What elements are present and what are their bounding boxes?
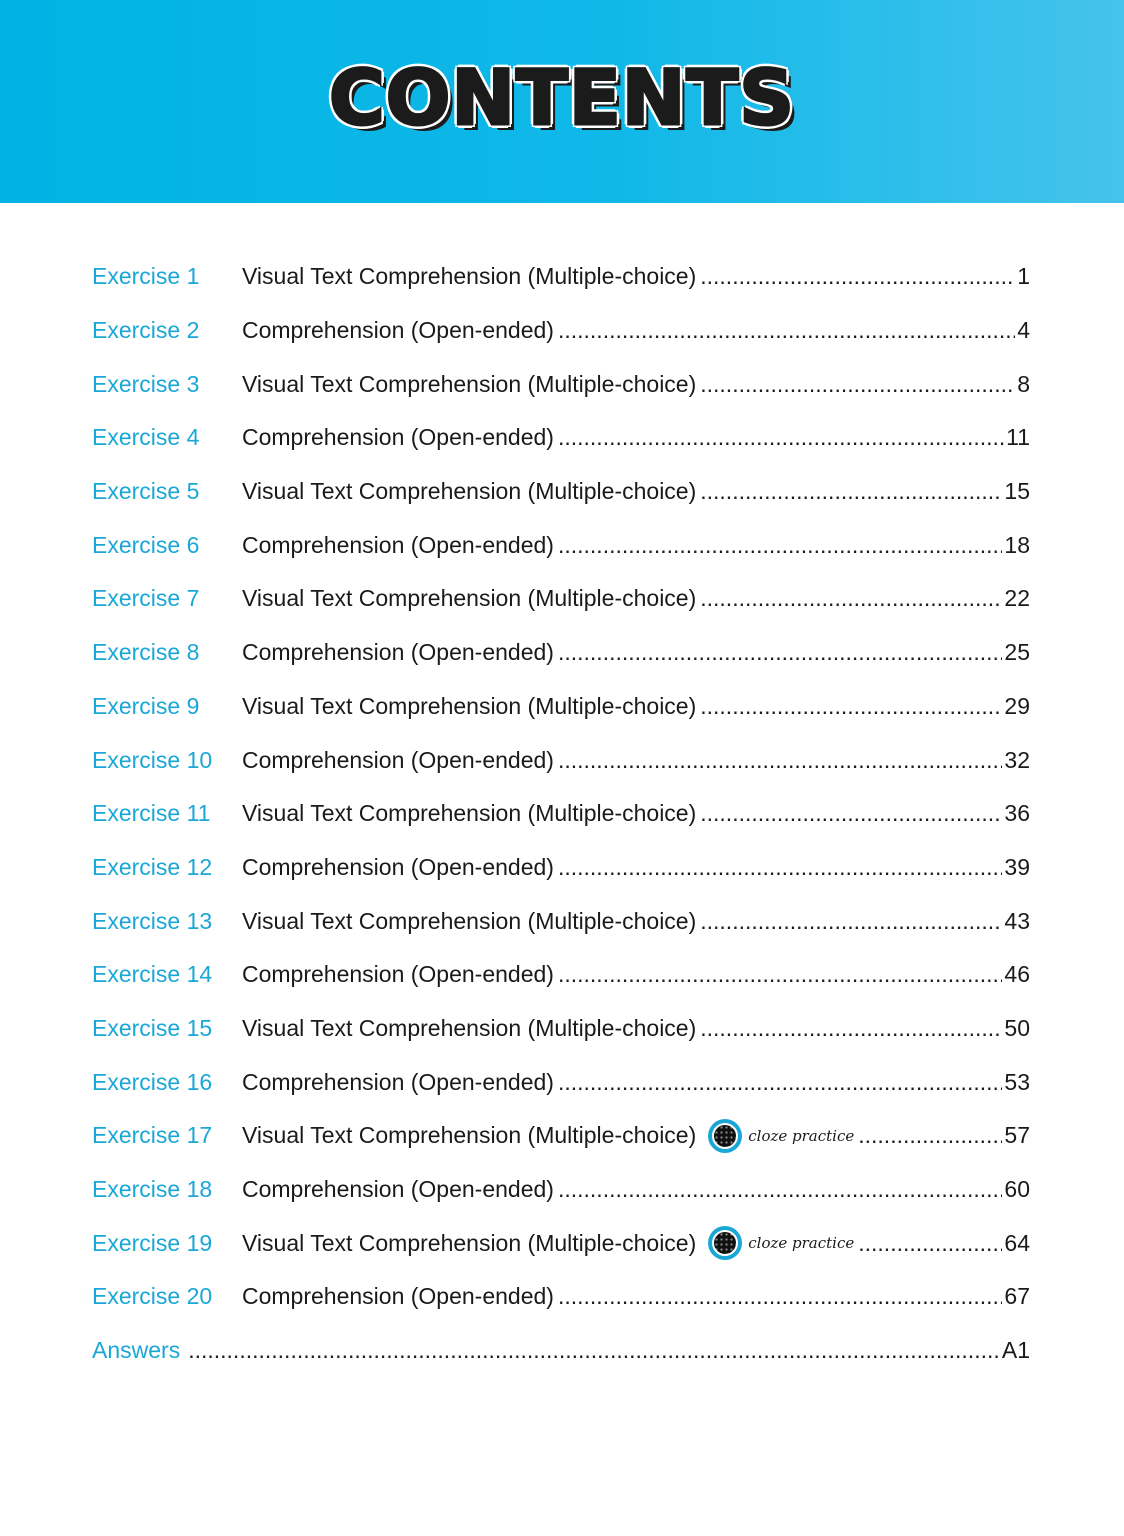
exercise-label: Exercise 4 bbox=[92, 424, 200, 451]
dot-leader bbox=[558, 639, 1002, 666]
dot-leader bbox=[700, 585, 1002, 612]
exercise-title: Comprehension (Open-ended) bbox=[242, 961, 554, 988]
toc-entry-answers[interactable] bbox=[92, 1324, 1030, 1378]
cloze-practice-icon bbox=[708, 1226, 742, 1260]
page-title: CONTENTS bbox=[329, 53, 795, 142]
dot-leader bbox=[700, 800, 1002, 827]
dot-leader bbox=[558, 1176, 1002, 1203]
dot-leader bbox=[558, 1069, 1002, 1096]
page-number: 60 bbox=[1004, 1176, 1030, 1203]
dot-leader bbox=[700, 371, 1015, 398]
exercise-label: Exercise 10 bbox=[92, 746, 213, 773]
exercise-title: Comprehension (Open-ended) bbox=[242, 424, 554, 451]
toc-entry[interactable] bbox=[92, 948, 1030, 1002]
exercise-title: Comprehension (Open-ended) bbox=[242, 853, 554, 880]
exercise-label: Exercise 13 bbox=[92, 907, 213, 934]
exercise-title: Visual Text Comprehension (Multiple-choice) bbox=[242, 1014, 697, 1041]
page-number: 18 bbox=[1004, 531, 1030, 558]
page-number: 36 bbox=[1004, 800, 1030, 827]
page-number: 1 bbox=[1017, 263, 1030, 290]
badge-label: cloze practice bbox=[748, 1234, 855, 1253]
exercise-label: Exercise 8 bbox=[92, 639, 200, 666]
toc-entry[interactable] bbox=[92, 626, 1030, 680]
exercise-title: Visual Text Comprehension (Multiple-choice) bbox=[242, 478, 697, 505]
exercise-title: Visual Text Comprehension (Multiple-choice) bbox=[242, 1122, 697, 1149]
dot-leader bbox=[700, 478, 1002, 505]
exercise-title: Visual Text Comprehension (Multiple-choice) bbox=[242, 907, 697, 934]
toc-entry[interactable] bbox=[92, 1055, 1030, 1109]
cloze-practice-icon bbox=[708, 1119, 742, 1153]
page-number: 50 bbox=[1004, 1014, 1030, 1041]
page-number: 4 bbox=[1017, 317, 1030, 344]
dot-leader bbox=[558, 532, 1002, 559]
toc-entry[interactable] bbox=[92, 411, 1030, 465]
exercise-label: Exercise 5 bbox=[92, 478, 200, 505]
page-number: 57 bbox=[1004, 1122, 1030, 1149]
toc-entry[interactable] bbox=[92, 1109, 1030, 1163]
exercise-title: Comprehension (Open-ended) bbox=[242, 746, 554, 773]
exercise-label: Exercise 3 bbox=[92, 370, 200, 397]
page-number: 43 bbox=[1004, 907, 1030, 934]
exercise-title: Comprehension (Open-ended) bbox=[242, 317, 554, 344]
toc-entry[interactable] bbox=[92, 357, 1030, 411]
exercise-label: Exercise 12 bbox=[92, 853, 213, 880]
page-number: 32 bbox=[1004, 746, 1030, 773]
exercise-label: Exercise 15 bbox=[92, 1014, 213, 1041]
toc-entry[interactable] bbox=[92, 733, 1030, 787]
table-of-contents bbox=[92, 250, 1030, 1377]
dot-leader bbox=[700, 263, 1015, 290]
exercise-title: Comprehension (Open-ended) bbox=[242, 639, 554, 666]
dot-leader bbox=[858, 1122, 1002, 1149]
exercise-label: Exercise 9 bbox=[92, 692, 200, 719]
dot-leader bbox=[858, 1230, 1002, 1257]
exercise-title: Visual Text Comprehension (Multiple-choice) bbox=[242, 692, 697, 719]
toc-entry[interactable] bbox=[92, 1002, 1030, 1056]
dot-leader bbox=[558, 424, 1004, 451]
exercise-title: Visual Text Comprehension (Multiple-choice) bbox=[242, 585, 697, 612]
exercise-label: Exercise 17 bbox=[92, 1122, 213, 1149]
dot-leader bbox=[188, 1337, 1000, 1364]
page-number: 39 bbox=[1004, 853, 1030, 880]
page-number: 29 bbox=[1004, 692, 1030, 719]
dot-leader bbox=[558, 1283, 1002, 1310]
toc-entry[interactable] bbox=[92, 1216, 1030, 1270]
exercise-title: Comprehension (Open-ended) bbox=[242, 531, 554, 558]
dot-leader bbox=[558, 747, 1002, 774]
toc-entry[interactable] bbox=[92, 894, 1030, 948]
dot-leader bbox=[700, 908, 1002, 935]
page-number: 8 bbox=[1017, 370, 1030, 397]
toc-entry[interactable] bbox=[92, 250, 1030, 304]
toc-entry[interactable] bbox=[92, 465, 1030, 519]
exercise-label: Exercise 2 bbox=[92, 317, 200, 344]
dot-leader bbox=[558, 317, 1015, 344]
page-number: 53 bbox=[1004, 1068, 1030, 1095]
exercise-label: Exercise 19 bbox=[92, 1229, 213, 1256]
dot-leader bbox=[700, 1015, 1002, 1042]
dot-leader bbox=[558, 961, 1002, 988]
answers-label: Answers bbox=[92, 1337, 181, 1364]
exercise-label: Exercise 7 bbox=[92, 585, 200, 612]
exercise-title: Visual Text Comprehension (Multiple-choice) bbox=[242, 263, 697, 290]
cloze-practice-badge bbox=[708, 1119, 854, 1153]
toc-entry[interactable] bbox=[92, 304, 1030, 358]
exercise-title: Comprehension (Open-ended) bbox=[242, 1176, 554, 1203]
exercise-label: Exercise 1 bbox=[92, 263, 200, 290]
toc-entry[interactable] bbox=[92, 1270, 1030, 1324]
badge-label: cloze practice bbox=[748, 1126, 855, 1145]
exercise-label: Exercise 16 bbox=[92, 1068, 213, 1095]
exercise-label: Exercise 18 bbox=[92, 1176, 213, 1203]
page-number: 22 bbox=[1004, 585, 1030, 612]
page-number: 46 bbox=[1004, 961, 1030, 988]
page-number: 11 bbox=[1006, 424, 1030, 451]
exercise-label: Exercise 14 bbox=[92, 961, 213, 988]
exercise-title: Visual Text Comprehension (Multiple-choice) bbox=[242, 800, 697, 827]
toc-entry[interactable] bbox=[92, 1163, 1030, 1217]
toc-entry[interactable] bbox=[92, 518, 1030, 572]
toc-entry[interactable] bbox=[92, 841, 1030, 895]
page-number: 64 bbox=[1004, 1229, 1030, 1256]
exercise-label: Exercise 20 bbox=[92, 1283, 213, 1310]
toc-entry[interactable] bbox=[92, 680, 1030, 734]
exercise-title: Visual Text Comprehension (Multiple-choice) bbox=[242, 1229, 697, 1256]
exercise-label: Exercise 6 bbox=[92, 531, 200, 558]
dot-leader bbox=[700, 693, 1002, 720]
exercise-title: Comprehension (Open-ended) bbox=[242, 1283, 554, 1310]
exercise-label: Exercise 11 bbox=[92, 800, 211, 827]
toc-entry[interactable] bbox=[92, 787, 1030, 841]
page-number: A1 bbox=[1001, 1337, 1030, 1364]
page-number: 67 bbox=[1004, 1283, 1030, 1310]
toc-entry[interactable] bbox=[92, 572, 1030, 626]
dot-leader bbox=[558, 854, 1002, 881]
cloze-practice-badge bbox=[708, 1226, 854, 1260]
page-number: 25 bbox=[1004, 639, 1030, 666]
exercise-title: Comprehension (Open-ended) bbox=[242, 1068, 554, 1095]
exercise-title: Visual Text Comprehension (Multiple-choice) bbox=[242, 370, 697, 397]
page-number: 15 bbox=[1004, 478, 1030, 505]
